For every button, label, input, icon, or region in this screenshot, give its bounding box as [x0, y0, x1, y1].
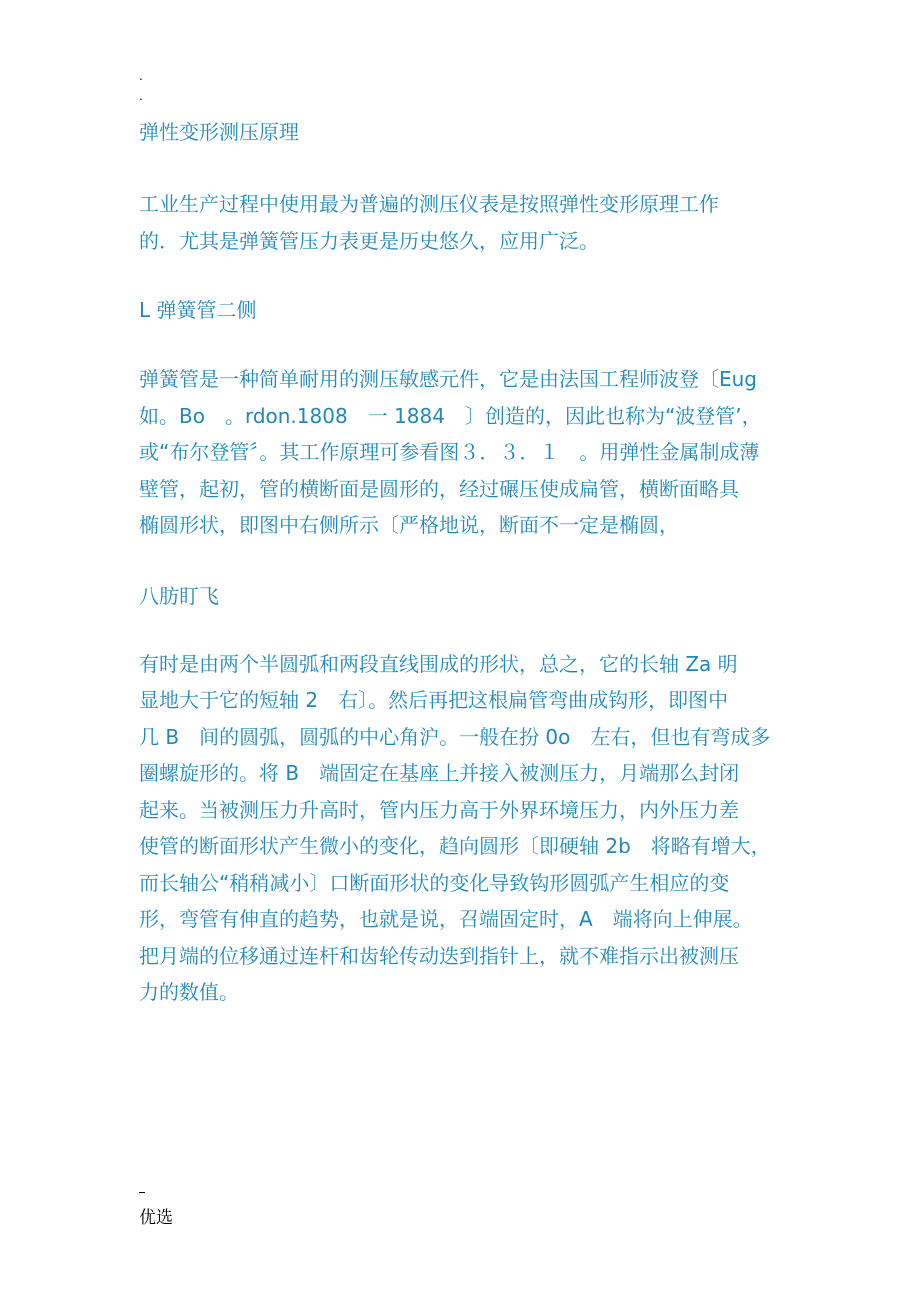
text-line: 圈螺旋形的。将 B 端固定在基座上并接入被测压力，月端那么封闭: [139, 761, 740, 785]
paragraph-spring-tube: [139, 361, 799, 544]
text-line: 壁管，起初，管的横断面是圆形的，经过碾压使成扁管，横断面略具: [139, 476, 739, 501]
paragraph-working-principle: [139, 646, 799, 1011]
text-line: 的．尤其是弹簧管压力表更是历史悠久，应用广泛。: [139, 228, 599, 253]
header-dot-2: .: [139, 89, 143, 103]
paragraph-intro: [139, 186, 799, 259]
footer-rule: [139, 1192, 145, 1193]
document-body: [139, 116, 799, 1011]
text-line: 而长轴公“稍稍减小〕口断面形状的变化导致钩形圆弧产生相应的变: [139, 870, 730, 895]
text-line: 起来。当被测压力升高时，管内压力高于外界环境压力，内外压力差: [139, 797, 739, 822]
text-line: 有时是由两个半圆弧和两段直线围成的形状，总之，它的长轴 Za 明: [139, 651, 738, 676]
text-line: 弹簧管是一种简单耐用的测压敏感元件，它是由法国工程师波登〔Eug: [139, 367, 758, 391]
text-line: 使管的断面形状产生微小的变化，趋向圆形〔即硬轴 2b 将略有增大，: [139, 834, 771, 858]
text-line: 形，弯管有伸直的趋势，也就是说，召端固定时，A 端将向上伸展。: [139, 907, 753, 931]
text-line: 工业生产过程中使用最为普遍的测压仪表是按照弹性变形原理工作: [139, 192, 719, 216]
text-line: 显地大于它的短轴 2 右〕。然后再把这根扁管弯曲成钩形，即图中: [139, 688, 729, 712]
section-heading-spring-tube: L 弹簧管二侧: [139, 298, 257, 322]
header-dot-1: .: [139, 69, 143, 83]
text-line: 椭圆形状，即图中右侧所示〔严格地说，断面不一定是椭圆，: [139, 513, 679, 537]
text-line: 或“布尔登管〞。其工作原理可参看图３．３．１ 。用弹性金属制成薄: [139, 440, 760, 464]
footer-label: 优选: [139, 1208, 173, 1228]
text-line: 几 B 间的圆弧，圆弧的中心角沪。一般在扮 0o 左右，但也有弯成多: [139, 724, 771, 749]
section-heading-2: 八肪盯飞: [139, 583, 219, 608]
document-title: 弹性变形测压原理: [139, 120, 299, 144]
text-line: 力的数值。: [139, 980, 239, 1004]
text-line: 把月端的位移通过连杆和齿轮传动迭到指针上，就不难指示出被测压: [139, 943, 739, 968]
text-line: 如。Bo 。rdon.1808 一 1884 〕创造的，因此也称为“波登管’，: [139, 403, 762, 428]
